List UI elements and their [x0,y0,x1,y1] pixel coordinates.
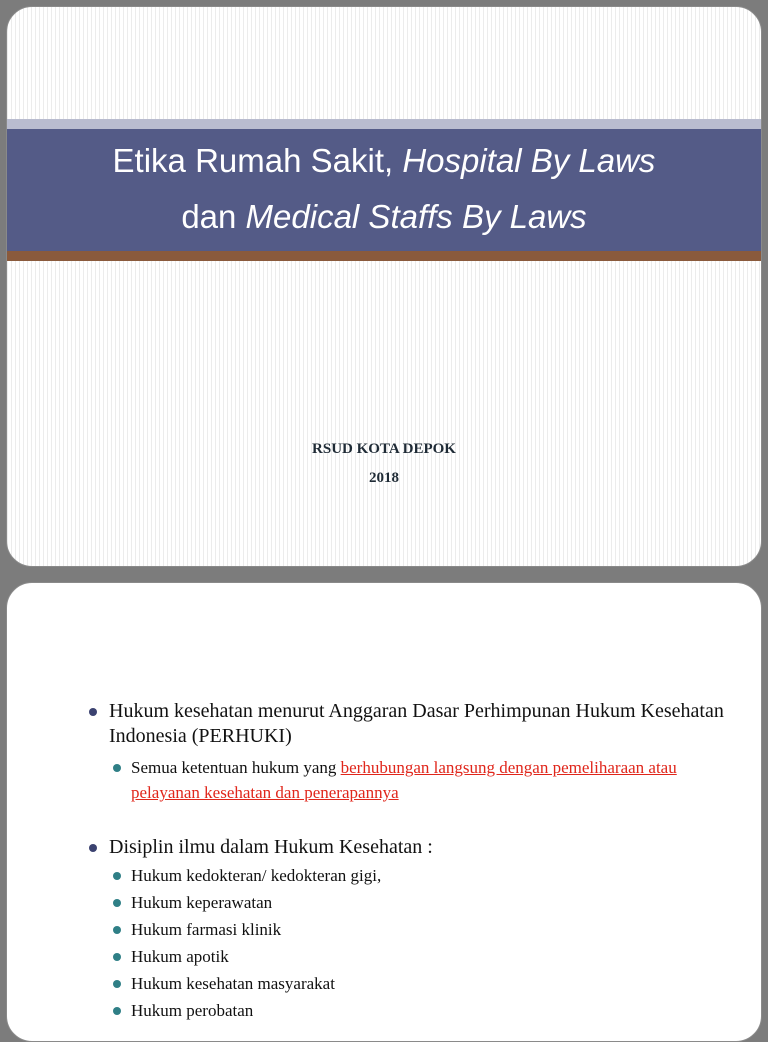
sub-bullet-item [85,944,731,969]
sub-bullet-dot [113,953,121,961]
sub-bullet-text: Hukum apotik [131,947,229,966]
sub-bullet-item [85,998,731,1023]
sub-bullet-dot [113,1007,121,1015]
sub-bullet-dot [113,926,121,934]
title-line-1 [7,133,761,189]
sub-bullet-list [85,863,731,1023]
title-line-2-italic: Medical Staffs By Laws [245,198,587,235]
sub-bullet-text: Hukum perobatan [131,1001,254,1020]
sub-bullet-text: Hukum kedokteran/ kedokteran gigi, [131,866,382,885]
sub-bullet-text: Semua ketentuan hukum yang [131,758,341,777]
bullet-dot [89,844,97,852]
year: 2018 [369,470,399,486]
bullet-text: Hukum kesehatan menurut Anggaran Dasar Perhimpunan Hukum Kesehatan Indonesia (PERHUKI) [109,700,724,747]
title-top-stripe [7,119,761,129]
bullet-text: Disiplin ilmu dalam Hukum Kesehatan : [109,836,433,858]
title-bottom-stripe [7,251,761,261]
sub-bullet-item [85,917,731,942]
sub-bullet-dot [113,899,121,907]
highlighted-text: berhubungan langsung dengan pemeliharaan atau pelayanan kesehatan dan penerapannya [131,758,677,802]
sub-bullet-dot [113,872,121,880]
sub-bullet-item-definition [85,755,731,805]
sub-bullet-item [85,971,731,996]
sub-bullet-dot [113,764,121,772]
title-line-2-text: dan [181,198,246,235]
bullet-item-disiplin-ilmu [85,835,731,860]
sub-bullet-dot [113,980,121,988]
sub-bullet-text: Hukum keperawatan [131,893,273,912]
sub-bullet-text: Hukum kesehatan masyarakat [131,974,335,993]
bullet-content [85,699,731,1025]
sub-bullet-item [85,863,731,888]
title-band [7,129,761,251]
bullet-item-hukum-kesehatan [85,699,731,749]
title-slide [6,6,762,567]
organization-name: RSUD KOTA DEPOK [312,441,456,457]
sub-bullet-text: Hukum farmasi klinik [131,920,282,939]
content-slide [6,582,762,1042]
sub-bullet-item [85,890,731,915]
title-line-1-italic: Hospital By Laws [402,142,656,179]
title-line-2 [7,189,761,245]
title-line-1-text: Etika Rumah Sakit, [112,142,403,179]
subtitle [7,435,761,493]
bullet-dot [89,708,97,716]
